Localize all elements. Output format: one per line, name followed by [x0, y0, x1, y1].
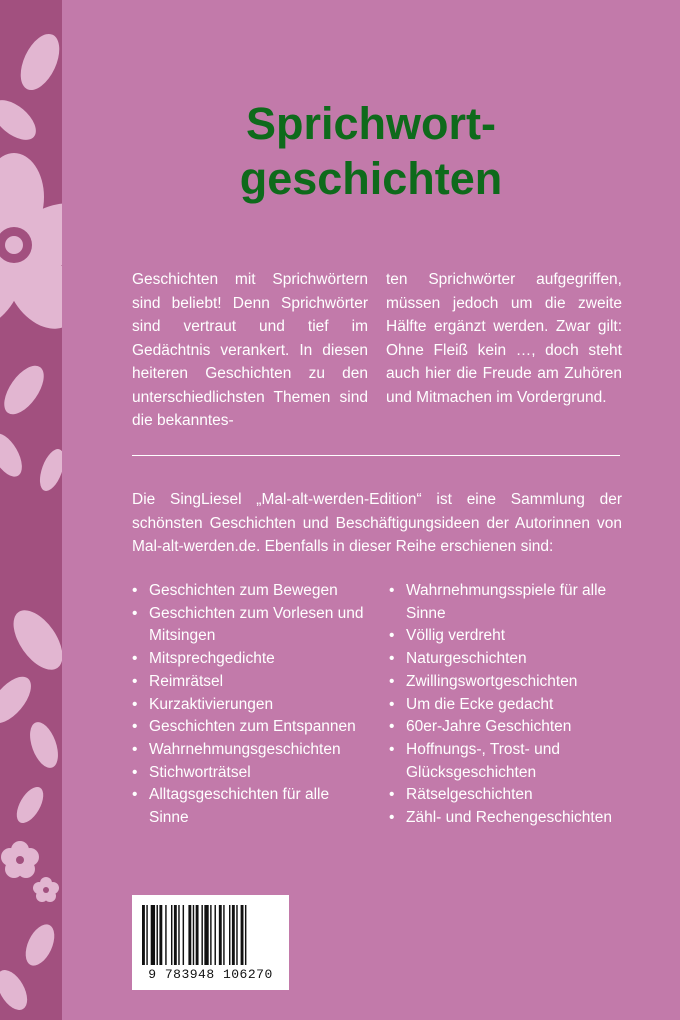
series-list-left [132, 580, 372, 830]
barcode-bar [232, 905, 235, 965]
barcode-bar [142, 905, 145, 965]
barcode-bar [174, 905, 177, 965]
list-item: • Rätselgeschichten [389, 784, 634, 807]
floral-decoration [0, 0, 62, 1020]
list-item: • Völlig verdreht [389, 625, 634, 648]
list-item: • Geschichten zum Entspannen [132, 716, 372, 739]
barcode-bar [146, 905, 147, 965]
title-line-2: geschichten [239, 153, 503, 205]
list-item: • Stichworträtsel [132, 762, 372, 785]
barcode-bar [245, 905, 246, 965]
list-item: • Alltagsgeschichten für alle Sinne [132, 784, 372, 829]
list-item: • Zwillingswortgeschichten [389, 671, 634, 694]
list-item: • Kurzaktivierungen [132, 694, 372, 717]
divider-line [132, 455, 620, 456]
series-description: Die SingLiesel „Mal-alt-werden-Edition“ ist eine Sammlung der schönsten Geschichten und Beschäftigungsideen der Autorinnen von Mal-alt-werden.de. Ebenfalls in dieser Reihe erschienen sind: [132, 491, 622, 555]
spine-floral-strip [0, 0, 62, 1020]
list-item: • Zähl- und Rechengeschichten [389, 807, 634, 830]
isbn-barcode [132, 895, 289, 990]
book-title [62, 96, 680, 206]
list-item: • Wahrnehmungsgeschichten [132, 739, 372, 762]
list-item: • Reimrätsel [132, 671, 372, 694]
isbn-number: 9 783948 106270 [148, 967, 273, 982]
barcode-bar [196, 905, 199, 965]
barcode-bar [219, 905, 222, 965]
list-item: • Geschichten zum Vorlesen und Mitsingen [132, 603, 372, 648]
barcode-bar [215, 905, 216, 965]
intro-columns [132, 268, 622, 433]
barcode-bar [183, 905, 184, 965]
list-item: • Naturgeschichten [389, 648, 634, 671]
barcode-bar [159, 905, 162, 965]
series-list-right [389, 580, 634, 830]
barcode-bar [204, 905, 208, 965]
barcode-bar [241, 905, 244, 965]
intro-column-left: Geschichten mit Sprichwörtern sind beliebt! Denn Sprichwörter sind vertraut und tief im Gedächtnis verankert. In diesen heiteren Geschichten zu den unterschiedlichsten Themen sind die bekanntes- [132, 271, 368, 429]
barcode-bar [193, 905, 194, 965]
list-item: • Um die Ecke gedacht [389, 694, 634, 717]
barcode-bar [229, 905, 230, 965]
barcode-bar [223, 905, 224, 965]
list-item: • Hoffnungs-, Trost- und Glücksgeschichten [389, 739, 634, 784]
barcode-bar [188, 905, 191, 965]
barcode-bar [178, 905, 179, 965]
list-item: • Geschichten zum Bewegen [132, 580, 372, 603]
intro-column-right: ten Sprichwörter aufgegriffen, müssen jedoch um die zweite Hälfte ergänzt werden. Zwar gilt: Ohne Fleiß kein …, doch steht auch hier die Freude am Zuhören und Mitmachen im Vordergrund. [386, 271, 622, 406]
title-line-1: Sprichwort- [245, 98, 496, 150]
list-item: • Mitsprechgedichte [132, 648, 372, 671]
barcode-bar [236, 905, 237, 965]
barcode-bar [151, 905, 155, 965]
barcode-bar [157, 905, 158, 965]
barcode-bar [171, 905, 172, 965]
barcode-bar [165, 905, 166, 965]
barcode-bar [201, 905, 202, 965]
list-item: • 60er-Jahre Geschichten [389, 716, 634, 739]
barcode-bars [142, 905, 279, 967]
barcode-bar [210, 905, 211, 965]
list-item: • Wahrnehmungsspiele für alle Sinne [389, 580, 634, 625]
